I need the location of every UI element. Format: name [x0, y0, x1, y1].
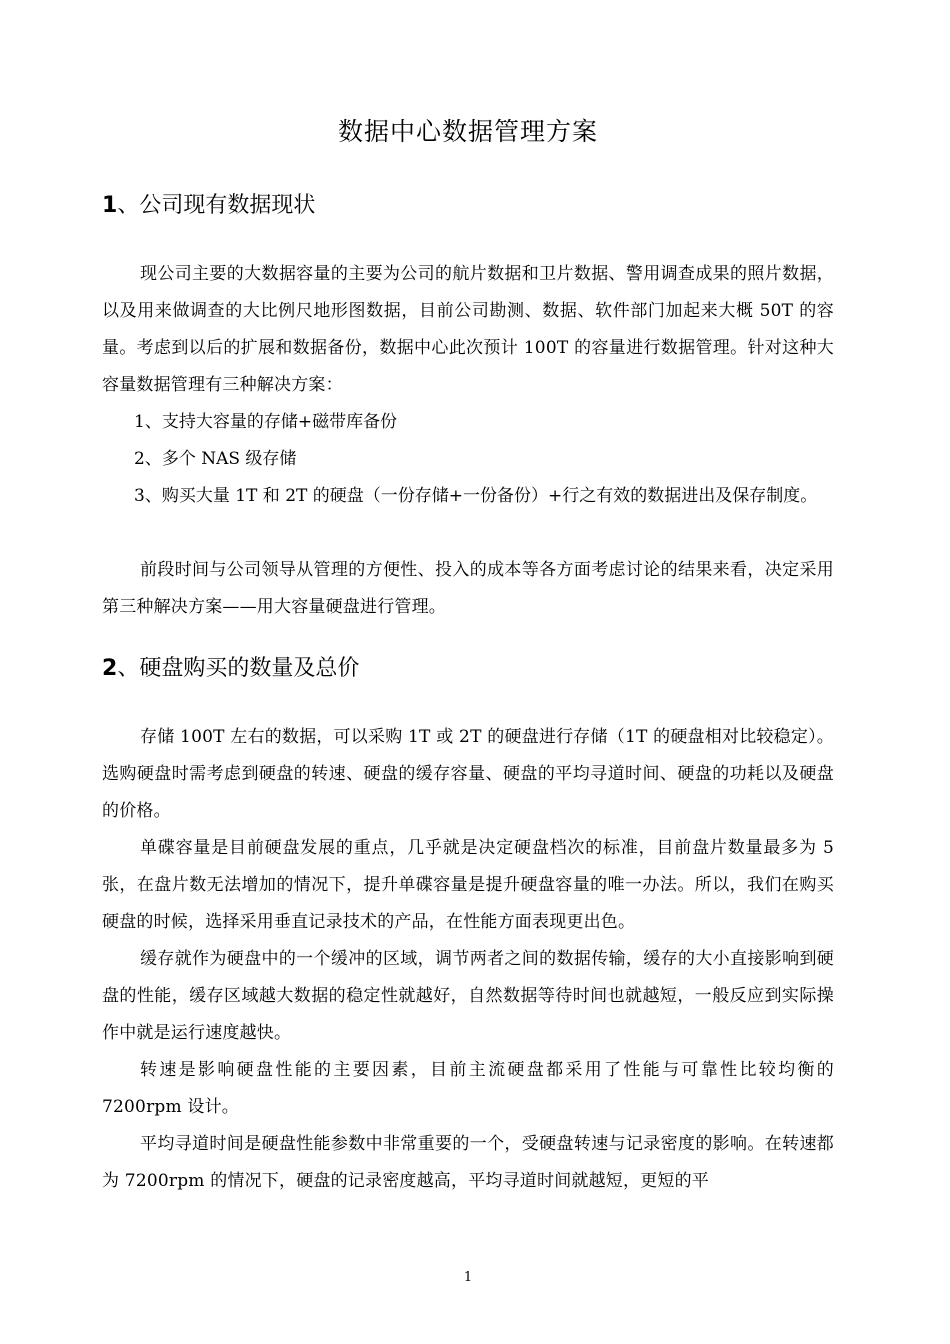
solution-option-1: [134, 404, 834, 441]
section-2-paragraph-2: 单碟容量是目前硬盘发展的重点，几乎就是决定硬盘档次的标准，目前盘片数量最多为 5 张，在盘片数无法增加的情况下，提升单碟容量是提升硬盘容量的唯一办法。所以，我们在购买硬盘的时候，选择采用垂直记录技术的产品，在性能方面表现更出色。: [102, 838, 834, 932]
section-1-paragraph-2: 前段时间与公司领导从管理的方便性、投入的成本等各方面考虑讨论的结果来看，决定采用第三种解决方案——用大容量硬盘进行管理。: [102, 560, 834, 617]
option-2-marker: 2、: [134, 449, 162, 469]
option-2-text: 多个 NAS 级存储: [161, 449, 297, 469]
option-1-text: 支持大容量的存储+磁带库备份: [161, 412, 398, 432]
section-2-number: 2: [102, 656, 118, 681]
section-1-heading: [102, 189, 315, 223]
section-2-paragraph-4: 转速是影响硬盘性能的主要因素，目前主流硬盘都采用了性能与可靠性比较均衡的 7200rpm 设计。: [102, 1060, 834, 1117]
section-2-paragraph-1: 存储 100T 左右的数据，可以采购 1T 或 2T 的硬盘进行存储（1T 的硬盘相对比较稳定）。选购硬盘时需考虑到硬盘的转速、硬盘的缓存容量、硬盘的平均寻道时间、硬盘的功耗以及硬盘的价格。: [102, 727, 834, 821]
solution-option-2: [134, 441, 834, 478]
solution-option-3: [134, 478, 834, 515]
option-3-text: 购买大量 1T 和 2T 的硬盘（一份存储+一份备份）+行之有效的数据进出及保存制度。: [161, 486, 818, 506]
section-2-paragraph-3: 缓存就作为硬盘中的一个缓冲的区域，调节两者之间的数据传输，缓存的大小直接影响到硬盘的性能，缓存区域越大数据的稳定性就越好，自然数据等待时间也就越短，一般反应到实际操作中就是运行速度越快。: [102, 949, 834, 1043]
section-1-number: 1: [102, 193, 118, 218]
section-1-title: 、公司现有数据现状: [117, 193, 316, 218]
solution-options-list: [134, 404, 834, 515]
document-title: 数据中心数据管理方案: [337, 117, 598, 146]
section-1-paragraph-1: 现公司主要的大数据容量的主要为公司的航片数据和卫片数据、警用调查成果的照片数据，以及用来做调查的大比例尺地形图数据，目前公司勘测、数据、软件部门加起来大概 50T 的容量。考虑到以后的扩展和数据备份，数据中心此次预计 100T 的容量进行数据管理。针对这种大容量数据管理有三种解决方案：: [102, 264, 834, 395]
option-3-marker: 3、: [134, 486, 162, 506]
section-2-heading: [102, 652, 359, 686]
page-number: 1: [463, 1270, 473, 1285]
option-1-marker: 1、: [134, 412, 162, 432]
section-2-title: 、硬盘购买的数量及总价: [117, 656, 360, 681]
section-2-paragraph-5: 平均寻道时间是硬盘性能参数中非常重要的一个，受硬盘转速与记录密度的影响。在转速都为 7200rpm 的情况下，硬盘的记录密度越高，平均寻道时间就越短，更短的平: [102, 1134, 834, 1191]
